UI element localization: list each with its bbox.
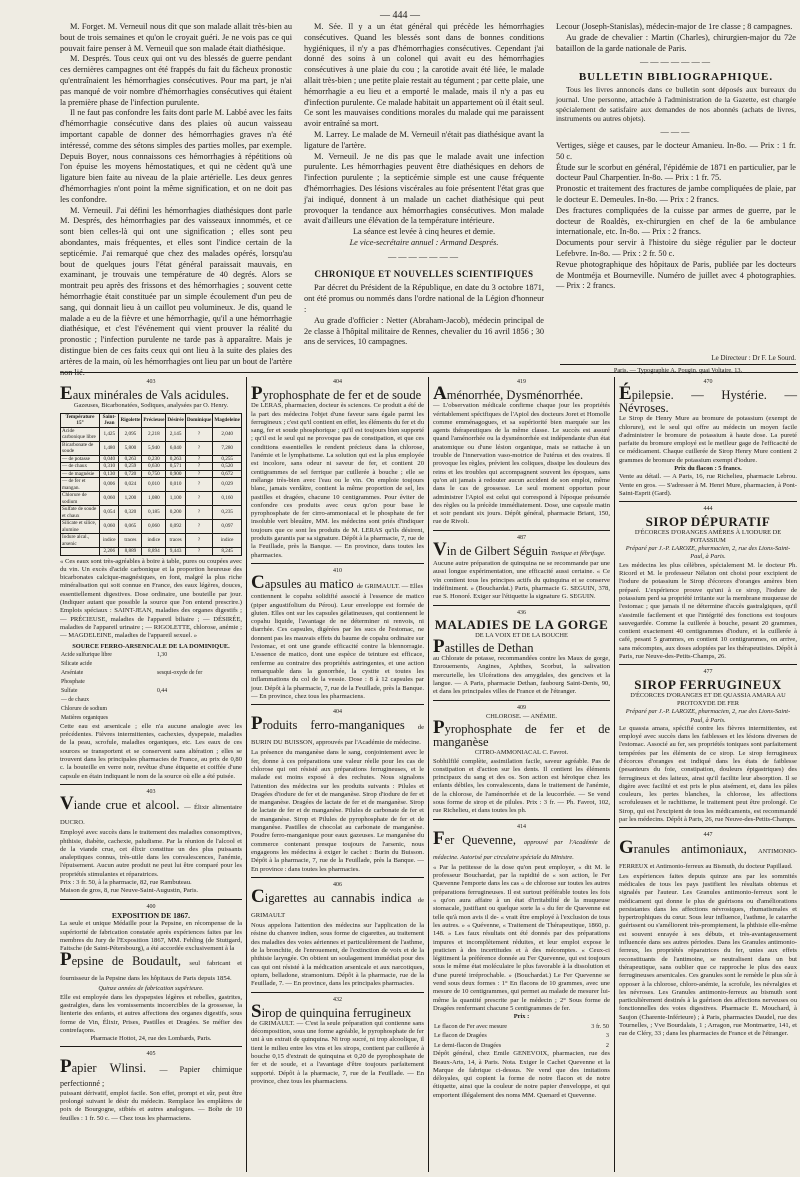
ad-body: La présence du manganèse dans le sang, conjointement avec le fer, donne à ces préparations une valeur réelle pour les cas de chlorose qui ont résisté aux préparations ferrugineuses, et le malade est moins exposé à des rechutes. Nous signalons l'attention des médecins sur les produits suivants : Pilules et Dragées d'iodure de fer et de manganèse. Sirop d'iodure de fer et de manganèse. Dragées de lactate de fer et de manganèse. Sirop de lactate de fer et de manganèse. Pilules de carbonate de fer et de manganèse. Sirop et Pilules de pyrophosphate de fer et de manganèse. Pastilles de chocolat au carbonate de manganèse. Poudre ferro-manganique pour eaux gazeuses. Le manganèse du commerce contenant presque toujours de l'arsenic, nous engageons les médecins à exiger le cachet : Burin du Buisson. Dépôt à la pharmacie, 7, rue de la Feuillade, près la Banque. — En province : dans toutes les pharmacies. — [251, 749, 424, 873]
table-cell — [156, 660, 242, 669]
table-cell: Le flacon de Fer avec mesure — [434, 1022, 508, 1030]
dropcap: P — [60, 1055, 72, 1077]
ad-heading: iande crue et alcool. — [73, 798, 180, 813]
price-table — [433, 1022, 610, 1051]
ad-heading-suffix: — L'observation médicale confirme chaque jour les propriétés véritablement spécifiques de l'Apiol — [433, 402, 610, 418]
ad-body: De LERAS, pharmacien, docteur ès sciences. Ce produit a été de la part des médecins l'objet d'une faveur sans égale parmi les ferrugineux ; c'est qu'il contient en effet, les éléments du fer et du sang, fer et soude phosphorique ; qu'il est toujours bien supporté ; qu'il est le seul qui ne provoque pas de constipation, et que ces conditions essentielles le rendent précieux dans la chlorose, l'anémie et le lymphatisme. La solution qui est la plus employée est incolore, sans odeur ni saveur de fer, et contient 20 centigrammes de sel ferrique par cuillerée à bouche ; elle se mélange très-bien avec l'eau ou le vin. On emploie toujours blanc, jamais verdâtre, contient la même proportion de sel, les pastilles et dragées, chacune 10 centigrammes. Pour éviter de confondre ces produits avec ceux qu'on pour base le pyrophosphate de fer cirro-ammoniacal et le phosphate de fer insoluble vert bleuâtre, MM. les médecins sont priés d'indiquer toujours que ce sont les produits de M. LERAS qu'ils désirent, produits garantis par sa signature. Dépôt à la pharmacie, 7, rue de la Feuillade, près la Banque. — En province, dans toutes les pharmacies. — [251, 402, 424, 559]
table-row — [61, 520, 242, 534]
table-cell: — de chaux — [61, 696, 90, 703]
table-cell: 8,894 — [142, 548, 166, 556]
table-cell: Phosphate — [61, 678, 85, 685]
top-column-3 — [556, 22, 796, 352]
ad-heading: igarettes au cannabis indica — [264, 891, 412, 906]
table-cell: 9,443 — [166, 548, 185, 556]
table-row — [61, 441, 242, 455]
ad-body: contiennent le copahu solidifié associé à l'essence de matico (piper angustifolium du Pérou). Leur enveloppe est formée de gluten. Elles ont sur les capsules gélatineuses, qui contiennent le copahu liquide, l'avantage de ne déterminer ni renvois, ni diarrhée. Ces capsules, digérées par les sucs de l'estomac, ne donnent pas les mauvais effets du baume de copahu ordinaire sur l'estomac, et ont une grande efficacité contre la blennorragie. L'essence de matico, dont une espèce de teinture est efficace, renferme au contraire des propriétés astringentes, et une action remarquable dans la gonorrhée, la cystite et toutes les inflammations du col de la vessie. Dose : 8 à 12 capsules par jour. Dépôt à la pharmacie, 7, rue de la Feuillade, près la Banque. — En province, chez tous les pharmaciens. — [251, 593, 424, 700]
table-row — [433, 1031, 610, 1041]
divider: ——————— — [387, 251, 461, 261]
table-cell: 7,280 — [213, 441, 242, 455]
table-cell: 1,080 — [142, 492, 166, 506]
analysis-table — [60, 413, 242, 556]
ad-body: de GRIMAULT. — C'est la seule préparation qui contienne sans décomposition, sous une forme agréable, le pyrophosphate de fer uni à un extrait de quinquina. Ni trop sucré, ni trop alcoolique, il tient le milieu entre les vins et les sirops, contient par cuillerée à bouche 0,15 d'extrait de quinquina et 0,20 de pyrophosphate de fer et de soude, et a l'avantage d'être toujours parfaitement supporté. Dépôt à la pharmacie, 7, rue de la Feuillade. — En province, chez tous les pharmaciens. — [251, 1019, 424, 1085]
table-cell: 0,571 — [166, 463, 185, 471]
dropcap: É — [619, 383, 632, 405]
table-cell: 8,889 — [119, 548, 142, 556]
table-cell: ? — [185, 492, 213, 506]
ad-heading-suffix: — Élixir alimentaire DUCRO. — [60, 804, 242, 827]
top-column-1 — [60, 22, 292, 377]
table-cell: 0,200 — [166, 506, 185, 520]
ad-title: SIROP FERRUGINEUX — [634, 676, 782, 692]
table-cell: ? — [185, 463, 213, 471]
ad-leras-pyrophosphate — [251, 383, 424, 564]
imprint-box — [560, 354, 796, 374]
ad-favrot-pyrophosphate — [433, 713, 610, 820]
table-row — [61, 463, 242, 471]
table-cell: Silicate et silice, alumine — [61, 520, 100, 534]
ad-number: 404 — [333, 379, 342, 385]
ad-number: 477 — [703, 669, 713, 676]
column-rule — [428, 377, 429, 1172]
table-row — [60, 660, 242, 669]
ad-tagline: Quinze années de fabrication supérieure. — [98, 985, 204, 993]
ads-column-4 — [619, 377, 797, 1172]
ad-heading-suffix: de GRIMAULT. — Elles — [356, 583, 424, 591]
table-cell: 0,010 — [142, 478, 166, 492]
table-cell: traces — [166, 534, 185, 548]
table-cell: 1,200 — [119, 492, 142, 506]
table-cell: 2,218 — [142, 427, 166, 441]
ad-number: 403 — [146, 788, 156, 795]
table-cell — [156, 678, 242, 687]
paragraph: M. Després. Tous ceux qui ont vu des blessés de guerre pendant ces dernières campagnes ont été frappés du fait du fâcheux pronostic qu'entraînaient les hémorrhagies consécutives. Pour ma part, je n'ai pas manqué de voir nombre d'hémorrhagies consécutives qui étaient la première phase de l'infection purulente. — [60, 54, 292, 107]
table-cell: 0,029 — [213, 478, 242, 492]
table-cell: indice — [100, 534, 119, 548]
ad-body: Les expériences faites depuis quinze ans par les sommités médicales de tous les pays justifient les résultats obtenus et signalés par l'auteur. Les Granules antimonio-ferreux sont le médicament qui donne le plus de guérisons ou d'améliorations persistantes dans les affections névrosiques, rhumatismales et hypertrophiques du cœur. Sous leur influence, l'asthme, le catarrhe guérissent ou s'améliorent très-promptement, la phthisie elle-même est souvent enrayée à ses débuts, et très-avantageusement influencée dans ses autres périodes. Dans les Granules antimonio-ferreux, les propriétés réparatrices du fer, unies aux effets reconstituants de l'antimoine, se neutralisent dans un but thérapeutique, sans oublier que ce rapproche le plus des eaux ferrugineuses arsenicales. Ces granules sont le remède le plus sûr à opposer à la chlorose, chloro-anémie, la scrofule, les névralgies et les névroses. Les Granules antimonio-ferreux au bismuth sont particulièrement destinés à la guérison des affections nerveuses ou fonctionnelles des voies digestives. Pharmacie E. Mouchard, à Saujon (Charente-Inférieure) ; à Paris, pharmacies Daudel, rue des Tournelles, ; Vve Bourdalais, 1 ; Arragon, rue Montmartre, 141, et rue de Cléry, 33 ; dans les pharmacies de France et de l'étranger. — [619, 872, 797, 1038]
ad-body: « Ces eaux sont très-agréables à boire à table, pures ou coupées avec du vin. Un excès d'acide carbonique et la proportion heureuse des bicarbonates calcique-magnésiques, en font, malgré la plus riche minéralisation qui soit connue en France, des eaux légères, douces, essentiellement digestives. Dose ordinaire, une bouteille par jour. (Indiquer autant que possible la source que l'on entend prescrire.) Emplois spéciaux : SAINT-JEAN, maladies des organes digestifs ; — PRÉCIEUSE, maladies de l'appareil biliaire ; — DÉSIRÉE, maladies de l'appareil urinaire ; — RIGOLETTE, chlorose, anémie ; — MAGDELEINE, maladies de l'appareil sexuel. » — [60, 557, 242, 640]
table-row — [61, 534, 242, 548]
ad-number: 470 — [703, 379, 713, 385]
table-cell — [61, 548, 100, 556]
ad-subtitle: CHLOROSE. — ANÉMIE. — [485, 712, 557, 720]
table-cell: 0,230 — [142, 455, 166, 463]
table-row — [433, 1041, 610, 1051]
table-header: Dominique — [185, 413, 213, 427]
ad-body: Cette eau est arsenicale ; elle n'a aucune analogie avec les précédentes. Fièvres intermittentes, cachexies, dyspepsie, maladies de la peau, scrofule, maladies organiques, etc. Les eaux de ces sources se transportent et se conservent sans altération ; elles se trouvent dans les principales pharmacies de France, au prix de 0,80 c. la bouteille en verre noir, revêtue d'une étiquette et coiffée d'une capsule en étain indiquant le nom de la source où elle a été puisée. — [60, 722, 242, 780]
table-cell: 0,024 — [119, 478, 142, 492]
table-cell: 0,320 — [119, 506, 142, 520]
table-cell: indice — [142, 534, 166, 548]
table-cell: 6,040 — [166, 441, 185, 455]
dropcap: F — [433, 827, 445, 849]
ad-sirop-quinquina — [251, 1000, 424, 1089]
ad-heading-suffix: ANTIMONIO-FERREUX et Antimonio-ferreux au Bismuth, du docteur Papillaud. — [619, 847, 797, 870]
ad-apiol — [433, 383, 610, 530]
table-cell: 0,097 — [213, 520, 242, 534]
table-cell — [156, 705, 242, 714]
table-cell: ? — [185, 470, 213, 478]
table-cell: — de chaux — [61, 463, 100, 471]
ad-sirop-depuratif — [619, 515, 797, 666]
ad-number: 410 — [333, 567, 342, 574]
ad-heading: yrophosphate de fer et de soude — [262, 388, 422, 403]
ad-number: 405 — [146, 1051, 156, 1058]
table-cell: 0,750 — [142, 470, 166, 478]
ad-subheading: Gazeuses, Bicarbonatées, Sodiques, analysées par O. Henry. — [73, 402, 229, 410]
ad-title: SIROP DÉPURATIF — [645, 513, 771, 529]
ad-number: 406 — [333, 881, 342, 888]
ad-body: puissant dérivatif, emploi facile. Son effet, prompt et sûr, peut être prolongé suivant le désir du médecin. Remplace les emplâtres de poix de Bourgogne, stibiés et autres analogues. — Boîte de 10 feuilles : 1 fr. 50 c. — Chez tous les pharmaciens. — [60, 1089, 242, 1122]
table-cell: Le flacon de Dragées — [434, 1032, 487, 1040]
table-cell: 2 — [605, 1041, 609, 1049]
top-column-2 — [304, 22, 544, 358]
table-cell: indice — [213, 534, 242, 548]
ad-title: MALADIES DE LA GORGE — [434, 616, 609, 632]
table-cell: 0,010 — [166, 478, 185, 492]
table-row — [61, 492, 242, 506]
table-row — [60, 651, 242, 660]
ad-preparer: Préparé par J.-P. LAROZE, pharmacien, 2, rue des Lions-Saint-Paul, à Paris. — [625, 545, 791, 561]
ad-address: Maison de gros, 8, rue Neuve-Saint-Augustin, Paris. — [60, 887, 199, 895]
table-cell: 1,30 — [156, 651, 168, 658]
table-cell — [156, 714, 242, 723]
dropcap: V — [60, 793, 74, 815]
table-cell: 0,900 — [166, 470, 185, 478]
table-cell: 2,145 — [166, 427, 185, 441]
ad-heading: yrophosphate de fer et de manganèse — [433, 722, 610, 750]
table-cell: 3 fr. 50 — [591, 1022, 609, 1030]
table-cell: 0,040 — [100, 455, 119, 463]
ad-subtitle: D'ÉCORCES D'ORANGES ET DE QUASSIA AMARA AU PROTOXYDE DE FER — [630, 691, 786, 707]
table-cell: 2,040 — [213, 427, 242, 441]
ad-heading: aux minérales de Vals acidules. — [72, 388, 230, 403]
ads-column-2 — [251, 377, 424, 1172]
ad-pastilles-dethan — [433, 618, 610, 701]
table-row — [61, 506, 242, 520]
paragraph: Au grade d'officier : Netter (Abraham-Jacob), médecin principal de 2e classe à l'hôpital militaire de Rennes, chevalier du 16 avril 1856 ; 30 ans de services, 10 campagnes. — [304, 315, 544, 347]
ad-body: La seule et unique Médaille pour la Pepsine, en récompense de la supériorité de fabrication constatée après expériences faites par les membres du Jury de l'Exposition 1867, MM. Fehling (de Stuttgard, Faitsche (de Saint-Pétersbourg), a été accordée exclusivement à la — [60, 920, 242, 953]
table-cell: — de potasse — [61, 455, 100, 463]
ad-ducro-elixir — [60, 793, 242, 899]
ad-heading-suffix: Tonique et fébrifuge. — [550, 550, 606, 558]
ad-sirop-mure — [619, 383, 797, 502]
ads-column-1 — [60, 377, 242, 1172]
table-header: Température 15° — [61, 413, 100, 427]
ad-heading-suffix: de BURIN DU BUISSON, approuvés par l'Académie de médecine. — [251, 724, 424, 747]
table-cell: Sulfate de soude et chaux — [61, 506, 100, 520]
ad-body: « Par la petitesse de la dose qu'on peut employer, « dit M. le professeur Bouchardat, par la rapidité de « son action, le Fer Quevenne l'emporte dans les cas « de chlorose sur toutes les autres préparations ferrugineuses. Il est surtout préférable toutes les fois « qu'on aura affaire à un état d'irritabilité de la muqueuse stomacale, justifiant ou quelque sorte la « du fer de Quevenne est telle qu'à mon avis il de- « vrait être employé à l'exclusion de tous les autres. » « Quévenne, « Traitement de Thérapeutique, 1860, p. 148. » Les faux résultats ont été donnés par des préparations impures et incomplètement réduites, et leur emploi expose le praticien à des incertitudes et à des mécomptes. « Ceux-ci légitiment la préférence donnée au Fer Quevenne, qui est toujours sous le même état moléculaire le plus favorable à la dissolution et d'une pureté irréprochable. » (Bouchardat.) Le Fer Quevenne se vend sous deux formes : 1° En flacons de 10 grammes, avec une mesure de 10 centigrammes, qui permet au malade de mesurer lui-même la quantité prescrite par le médecin ; 2° Sous forme de Dragées renfermant chacune 5 centigrammes de fer. — [433, 863, 610, 1012]
table-cell: 0,092 — [166, 520, 185, 534]
table-cell: 8,245 — [213, 548, 242, 556]
table-header: Précieuse — [142, 413, 166, 427]
dropcap: E — [60, 383, 73, 405]
ad-subtitle: D'ÉCORCES D'ORANGES AMÈRES À L'IODURE DE POTASSIUM — [634, 528, 782, 544]
paragraph: M. Verneuil. J'ai défini les hémorrhagies diathésiques dont parle M. Després, des hémorrhagies par des vaisseaux innommés, et ce sont bien celles-là qui ont une signification ; elles sont peu abondantes, mais fréquentes, et elles sont l'indice certain de la septicémie. J'ai remarqué que chez des malades opérés, lorsqu'au bout de quelques jours l'état général paraissait mauvais, en examinant, je trouvais une température de 40 degrés. Alors se montrait peu après des frissons et des hémorrhagies ; souvent cette hémorrhagie était constituée par un simple écoulement d'un peu de sang, qui donnait lieu à un caillot peu volumineux. Je dis, quand le malade a eu de la fièvre et une hémorrhagie, qu'il a une hémorrhagie diathésique, et c'est l'événement qui vient prouver la réalité du pronostic ; l'infection purulente ne tarde pas à apparaître. Mais je distingue bien de ces faits ceux qui ont lieu à la suite des plaies des artères de la main, où les hémorrhagies ont lieu par un bout de l'artère non lié. — [60, 205, 292, 377]
ad-heading: roduits ferro-manganiques — [262, 718, 405, 733]
table-cell: Silicate acide — [61, 660, 93, 667]
table-row — [61, 478, 242, 492]
table-cell: Iodure alcal., arsenic — [61, 534, 100, 548]
ad-number: 419 — [517, 379, 526, 385]
ad-heading: pilepsie. — Hystérie. — Névroses. — [619, 388, 797, 416]
ad-body: Elle est employée dans les dyspepsies légères et rebelles, gastrites, gastralgies, dans les vomissements incoercibles de la grossesse, la lienterie des enfants, et autres affections des organes digestifs, sous forme de Vin, Élixir, Prises, Pastilles et Dragées. Se méfier des contrefaçons. — [60, 993, 242, 1034]
table-cell: 0,160 — [213, 492, 242, 506]
paragraph: M. Forget. M. Verneuil nous dit que son malade allait très-bien au bout de trois semaines et qu'on le croyait guéri. Je ne vois pas ce qui pouvait faire penser à M. Verneuil que son malade était diathésique. — [60, 22, 292, 53]
ads-column-3 — [433, 377, 610, 1172]
table-cell: 0,065 — [119, 520, 142, 534]
dropcap: P — [433, 636, 445, 658]
table-header: Saint-Jean — [100, 413, 119, 427]
table-header: Magdeleine — [213, 413, 242, 427]
ad-heading-suffix: approuvé par l'Académie de médecine. Autorisé par circulaire spéciale du Ministre. — [433, 838, 610, 861]
ad-number: 414 — [517, 823, 526, 830]
table-row — [60, 714, 242, 723]
table-cell: 5,940 — [142, 441, 166, 455]
table-cell: Chlorure de sodium — [61, 492, 100, 506]
bib-item: Revue photographique des hôpitaux de Paris, publiée par les docteurs de Montméja et Bourneville. Numéro de juillet avec 4 photographies. — Prix : 2 francs. — [556, 259, 796, 291]
ad-heading: ranules antimoniaux, — [633, 841, 747, 856]
page-number: — 444 — — [380, 10, 420, 21]
table-cell: 0,054 — [100, 506, 119, 520]
table-cell: — de magnésie — [61, 470, 100, 478]
ad-body: Le Sirop de Henry Mure au bromure de potassium (exempt de chlorure), est le seul qui offre au médecin un moyen facile d'administrer le bromure de potassium à haute dose. La pureté parfaite du bromure employé est le meilleur gage de l'efficacité de ce médicament. Chaque cuillerée de Sirop Henry Mure contient 2 grammes de bromure de potassium exempt d'iodure. — [619, 415, 797, 464]
table-cell: 0,185 — [142, 506, 166, 520]
table-cell: 0,672 — [213, 470, 242, 478]
bib-item: Étude sur le scorbut en général, l'épidémie de 1871 en particulier, par le docteur Paul Charpentier. In-8o. — Prix : 1 fr. 75. — [556, 162, 796, 183]
bulletin-title: BULLETIN BIBLIOGRAPHIQUE. — [578, 71, 774, 84]
table-cell: Acide carbonique libre — [61, 427, 100, 441]
ad-ferro-manganiques — [251, 713, 424, 877]
ad-body: Dépôt général, chez Emile GENEVOIX, pharmacien, rue des Beaux-Arts, 14, à Paris. Nota. Exiger le Cachet Quevenne et la Marque de fabrique ci-dessus. Ne vend que des imitations déloyales, qui copient la forme de notre flacon et de notre étiquette, ainsi que la couleur de notre papier d'enveloppe, et qui emportent illégalement des noms MM. Quenard et Quevenne. — [433, 1050, 610, 1099]
table-cell: sesqui-oxyde de fer — [156, 669, 203, 676]
ad-heading: epsine de Boudault, — [71, 954, 182, 969]
ad-heading: apsules au matico — [264, 577, 354, 592]
ad-address: Pharmacie Hottot, 24, rue des Lombards, Paris. — [90, 1035, 212, 1043]
ad-vals-waters — [60, 383, 242, 785]
divider: ——— — [660, 127, 692, 137]
table-cell: ? — [185, 534, 213, 548]
table-cell: 0,44 — [156, 687, 168, 694]
table-cell: 1,425 — [100, 427, 119, 441]
ad-body: Aucune autre préparation de quinquina ne se recommande par une aussi longue expérimentation, une efficacité aussi certaine. « Ce vin contient tous les principes actifs du quinquina et se conserve indéfiniment. » (Bouchardat.) Paris, pharmacie G. SEGUIN, 378, rue S. Honoré. Exiger sur l'étiquette la signature G. SEGUIN. — [433, 560, 610, 601]
table-header-row — [61, 413, 242, 427]
bib-item: Pronostic et traitement des fractures de jambe compliquées de plaie, par le docteur E. Demeules. In-8o. — Prix : 2 francs. — [556, 184, 796, 204]
table-cell: Chlorure de sodium — [61, 705, 108, 712]
table-row — [61, 470, 242, 478]
dropcap: P — [251, 713, 263, 735]
table-cell: 0,259 — [119, 463, 142, 471]
ad-body: Nous appelons l'attention des médecins sur l'application de la résine du chanvre indien, sous forme de cigarettes, au traitement des maladies des voies aériennes et particulièrement de l'asthme, de la bronchite, de l'enrouement, de l'extinction de voix et de la phthisie laryngée. On obtient un soulagement immédiat pour des cas qui ont résisté à la médication arsenicale et aux narcotiques, opium, belladone, stramonium. Dépôt à la pharmacie, rue de la Feuillade, 7. — En province, dans les principales pharmacies. — [251, 922, 424, 988]
ad-capsules-matico — [251, 572, 424, 705]
table-cell: 0,060 — [142, 520, 166, 534]
ad-heading: irop de quinquina ferrugineux — [261, 1005, 412, 1020]
divider: ——————— — [639, 57, 713, 67]
paragraph: M. Sée. Il y a un état général qui précède les hémorrhagies consécutives. Quand les blessés sont dans de bonnes conditions hygiéniques, il n'y a pas d'hémorrhagies consécutives. Cependant j'ai donné des soins à un colonel qui avait eu des hémorrhagies consécutives à une plaie du cou ; la carotide avait été liée, le malade allait très-bien ; une petite plaie restait au tégument ; par cette plaie, une hémorrhagie a eu lieu et a emporté le malade, mais il n'y a pas eu d'infection purulente. Ce malade habitait un appartement où il était seul. Ce sont les mauvaises conditions morales du malade qui me paraissent avoir entraîné sa mort. — [304, 22, 544, 129]
table-cell: Le demi-flacon de Dragées — [434, 1041, 502, 1049]
ad-fer-quevenne — [433, 827, 610, 1103]
table-cell: 1,480 — [100, 441, 119, 455]
table-row — [60, 696, 242, 705]
table-row — [61, 427, 242, 441]
table-cell: Bicarbonate de soude — [61, 441, 100, 455]
table-cell: 2,095 — [119, 427, 142, 441]
bulletin-intro: Tous les livres annoncés dans ce bulletin sont déposés aux bureaux du journal. Une personne, attachée à l'administration de la Gazette, est chargée spécialement de satisfaire aux demandes de nos abonnés (achats de livres, instruments ou autres objets). — [556, 84, 796, 124]
dominique-table — [60, 651, 242, 723]
table-cell: ? — [185, 478, 213, 492]
ad-number: 432 — [333, 996, 342, 1003]
table-cell: 0,130 — [100, 470, 119, 478]
dropcap: C — [251, 572, 265, 594]
ad-heading: er Quevenne, — [444, 832, 516, 847]
ad-heading-suffix: seul fabricant et fournisseur de la Pepsine dans les hôpitaux de Paris depuis 1854. — [60, 960, 242, 983]
ad-number: 400 — [146, 903, 156, 910]
table-cell: Matières organiques — [61, 714, 109, 721]
ad-body: Les médecins les plus célèbres, spécialement M. le docteur Ph. Ricord et M. le professeur Nélaton ont choisi pour excipient de l'iodure de potassium le Sirop d'écorces d'oranges amères bien préparé. L'expérience prouve qu'uni à ce sirop, l'iodure de potassium perd sa propriété irritante sur la membrane muqueuse de l'estomac ; que jamais il ne détermine d'accès gastralgiques, qu'il s'assimile facilement et que l'intégrité des fonctions est toujours sauvegardée. Comme la cuillerée à bouche, pesant 20 grammes, contient exactement 40 centigrammes d'iodure, et la cuillerée à café, pesant 5 grammes, en contient 10 centigrammes, on arrive, sans mécomptes, aux doses adoptées par les thérapeutistes. Dépôt à Paris, rue Neuve-des-Petits-Champs, 26. — [619, 561, 797, 661]
ad-vin-seguin — [433, 539, 610, 605]
ad-heading-suffix: de GRIMAULT — [251, 897, 424, 920]
ad-body: Sobhilfilé complète, assimilation facile, saveur agréable. Pas de constipation et d'action sur les dents. Il contient les éléments principaux du sang et des os. Son action est héroïque chez les enfants débiles, les convalescents, dans le traitement de l'anémie, de la chlorose, de l'aménorrhée et de la leucorrhée. — Se vend sous forme de sirop et de pilules. Prix : 3 fr. — Ph. Favrot, 102, rue Richelieu, et dans toutes les ph. — [433, 757, 610, 815]
table-header: Désirée — [166, 413, 185, 427]
ad-number: 436 — [517, 609, 526, 616]
ad-address: Vente au détail. — A Paris, 16, rue Richelieu, pharmacie Lebrou. Vente en gros. — S'adresser à M. Henri Mure, pharmacien, à Pont-Saint-Esprit (Gard). — [619, 473, 797, 497]
table-cell: ? — [185, 548, 213, 556]
column-rule — [614, 377, 615, 1172]
ad-preparer: Préparé par J.-P. LAROZE, pharmacien, 2, rue des Lions-Saint-Paul, à Paris. — [625, 708, 791, 724]
bib-item: Documents pour servir à l'histoire du siège régulier par le docteur Lefebvre. In-8o. — Prix : 2 fr. 50 c. — [556, 238, 796, 258]
table-cell: ? — [185, 455, 213, 463]
dropcap: G — [619, 836, 634, 858]
ad-number: 444 — [703, 506, 713, 513]
table-cell: 0,520 — [213, 463, 242, 471]
ad-body: Le quassia amara, spécifié contre les fièvres intermittentes, est employé avec succès dans les faiblesses et les lésions diverses de l'estomac. Associé au fer, ses propriétés toniques sont parfaitement tempérées par les éléments de ce sirop. Le sirop ferrugineux d'écorces d'oranges est indiqué dans les états de faiblesse (pesanteurs du foie, constipation, douleurs épigastriques) des ferrugineux et des laiteux, ainsi qu'il facilite leur absorption. Il se digère avec facilité et est pris le plus aisément, et, dans les pâles couleurs, les pertes blanches, la chlorose, les affections scrofuleuses et le rachitisme, le traitement peut être prolongé. Ce Sirop, qui est l'excipient de tous les médicaments, est recommandé par les médecins. Dépôt à Paris, 26, rue Neuve-des-Petits-Champs. — [619, 724, 797, 824]
ad-heading: astilles de Dethan — [444, 641, 534, 656]
table-cell: 0,310 — [100, 463, 119, 471]
table-cell: Arséniate — [61, 669, 84, 676]
table-cell: 0,255 — [213, 455, 242, 463]
ad-subtitle: DE LA VOIX ET DE LA BOUCHE — [475, 631, 568, 639]
closing-note: La séance est levée à cinq heures et demie. — [352, 227, 496, 237]
table-cell: 0,006 — [100, 478, 119, 492]
table-row — [60, 705, 242, 714]
ad-heading: apier Wlinsi. — [71, 1060, 147, 1075]
ad-granules-antimoniaux — [619, 836, 797, 1042]
ad-subheading: SOURCE FERRO-ARSENICALE DE LA DOMINIQUE. — [72, 642, 230, 650]
ad-body: des docteurs Joret et Homolle comme emménagogues, et sa supériorité bien marquée sur les agents thérapeutiques de la même classe. Le succès est assuré quand l'aménorrhée ou la dysménorrhée est indépendante d'un état anatomique ou d'une lésion organique, mais se rattache à un trouble de l'innervation vaso-motrice de l'utérus et des ovaires. Il provoque les règles, prévient les coliques, dissipe les douleurs des reins et les troubles qui accompagnent souvent les époques, sans qu'on ait jamais à redouter aucun accident de son emploi, même dans le cas de grossesse. Le seul moment opportun pour administrer l'Apiol est celui qui correspond à l'époque présumée des règles ou la précède immédiatement. Dose, une capsule matin et soir pendant six jours. Dépôt général, pharmacie Briant, 150, rue de Rivoli. — [433, 410, 610, 526]
ad-body: au Chlorate de potasse, recommandées contre les Maux de gorge, Enrouements, Angines, Aphthes, Scorbut, la salivation mercurielle, les Ulcérations des amygdales, des gencives et la langue. — A Paris, pharmacie Dethan, faubourg Saint-Denis, 90, et dans les principales villes de France et de l'étranger. — [433, 655, 610, 696]
table-cell: 1,100 — [166, 492, 185, 506]
table-cell: ? — [185, 427, 213, 441]
ad-price: Prix : 3 fr. 50, à la pharmacie, 82, rue Rambuteau. — [60, 879, 192, 887]
ad-number: 447 — [703, 832, 713, 839]
dropcap: S — [251, 1000, 262, 1022]
column-rule — [246, 377, 247, 1172]
ad-price: Prix du flacon : 5 francs. — [674, 465, 742, 473]
table-cell: 0,060 — [100, 520, 119, 534]
table-row — [433, 1022, 610, 1032]
ad-number: 404 — [333, 709, 342, 716]
table-cell: 5,800 — [119, 441, 142, 455]
ad-heading-suffix: — Papier chimique perfectionné ; — [60, 1064, 242, 1088]
table-cell: 3 — [605, 1032, 609, 1040]
table-cell: — de fer et mangan. — [61, 478, 100, 492]
ad-title: EXPOSITION DE 1867. — [111, 910, 191, 920]
bib-item: Des fractures compliquées de la cuisse par armes de guerre, par le docteur de Roaldès, ex-chirurgien en chef de la 6e ambulance internationale, etc. In-8o. — Prix : 2 francs. — [556, 205, 796, 237]
table-row — [61, 455, 242, 463]
table-total-row — [61, 548, 242, 556]
dropcap: P — [433, 717, 445, 739]
ad-body: Employé avec succès dans le traitement des maladies consomptives, phthisie, diabète, cachexie, paludisme. Par la réunion de l'alcool et de la viande crue, cet élixir constitue un des plus puissants analeptiques connus, très-utile dans les convalescences, l'anémie, l'épuisement. Aucun autre produit ne peut lui être comparé pour les propriétés stimulantes et réparatrices. — [60, 829, 242, 878]
table-row — [60, 669, 242, 678]
table-cell: 0,263 — [166, 455, 185, 463]
table-cell: ? — [185, 506, 213, 520]
ad-cigarettes-cannabis — [251, 886, 424, 992]
ad-number: 409 — [517, 704, 526, 711]
ad-heading: in de Gilbert Séguin — [446, 544, 548, 559]
paragraph: M. Larrey. Le malade de M. Verneuil n'était pas diathésique avant la ligature de l'artère. — [304, 129, 544, 150]
dropcap: P — [251, 383, 263, 405]
table-cell: 0,720 — [119, 470, 142, 478]
table-cell: traces — [119, 534, 142, 548]
table-row — [60, 678, 242, 687]
table-cell: 0,235 — [213, 506, 242, 520]
dropcap: V — [433, 539, 447, 561]
paragraph: Il ne faut pas confondre les faits dont parle M. Labbé avec les faits d'hémorrhagie consécutive dans des plaies où aucun vaisseau important capable de donner des hémorrhagies graves n'a été intéressé, comme des sétons simples des parties molles, par exemple. Depuis Boyer, nous connaissons ces hémorrhagies à répétitions où l'on épuise les moyens hémostatiques, et qui ne cèdent qu'à une ligature bien faite au niveau de la plaie artérielle. Les deux genres d'hémorrhagies n'ont point la même signification, et on ne doit pas les confondre. — [60, 108, 292, 204]
director-line: Le Directeur : Dr F. Le Sourd. — [560, 354, 796, 365]
paragraph: Par décret du Président de la République, en date du 3 octobre 1871, ont été promus ou nommés dans l'ordre national de la Légion d'honneur : — [304, 283, 544, 314]
paragraph: M. Verneuil. Je ne dis pas que le malade avait une infection purulente. Les hémorrhagies peuvent être diathésiques en dehors de l'infection purulente ; la septicémie simple est une cause fréquente d'hémorrhagies. Des lésions viscérales au foie présentent l'état gras que j'ai indiqué, donnent à un malade un cachet diathésique qui peut provoquer la tendance aux hémorrhagies consécutives. Mon malade avait d'ailleurs une élévation de la température intérieure. — [304, 151, 544, 226]
bib-item: Vertiges, siège et causes, par le docteur Amanieu. In-8o. — Prix : 1 fr. 50 c. — [556, 140, 796, 161]
table-cell: 0,060 — [100, 492, 119, 506]
table-cell: ? — [185, 520, 213, 534]
printer-line: Paris. — Typographie A. Pougin, quai Voltaire, 13. — [613, 367, 743, 374]
ad-number: 403 — [146, 379, 156, 385]
secretary-signature: Le vice-secrétaire annuel : Armand Després. — [349, 237, 499, 247]
table-cell: ? — [185, 441, 213, 455]
table-row — [60, 687, 242, 696]
table-cell: 2,206 — [100, 548, 119, 556]
price-title: Prix : — [513, 1013, 530, 1021]
table-cell — [156, 696, 242, 705]
ad-heading: ménorrhée, Dysménorrhée. — [446, 388, 584, 403]
section-title: CHRONIQUE ET NOUVELLES SCIENTIFIQUES — [314, 268, 534, 279]
section-rule — [60, 372, 798, 373]
dropcap: C — [251, 886, 265, 908]
table-cell: 0,263 — [119, 455, 142, 463]
dropcap: P — [60, 949, 72, 971]
dropcap: A — [433, 383, 447, 405]
paragraph: Au grade de chevalier : Martin (Charles), chirurgien-major du 72e bataillon de la garde nationale de Paris. — [556, 32, 796, 53]
ad-sirop-ferrugineux — [619, 678, 797, 829]
table-cell: 0,630 — [142, 463, 166, 471]
paragraph: Lecour (Joseph-Stanislas), médecin-major de 1re classe ; 8 campagnes. — [556, 22, 793, 31]
ad-heading-suffix: CITRO-AMMONIACAL C. Favrot. — [474, 749, 569, 757]
ad-number: 487 — [517, 534, 526, 541]
table-cell: Sulfate — [61, 687, 78, 694]
ad-pepsine-boudault — [60, 912, 242, 1048]
table-header: Rigolette — [119, 413, 142, 427]
table-cell: Acide sulfurique libre — [61, 651, 112, 658]
ad-papier-wlinsi — [60, 1055, 242, 1126]
